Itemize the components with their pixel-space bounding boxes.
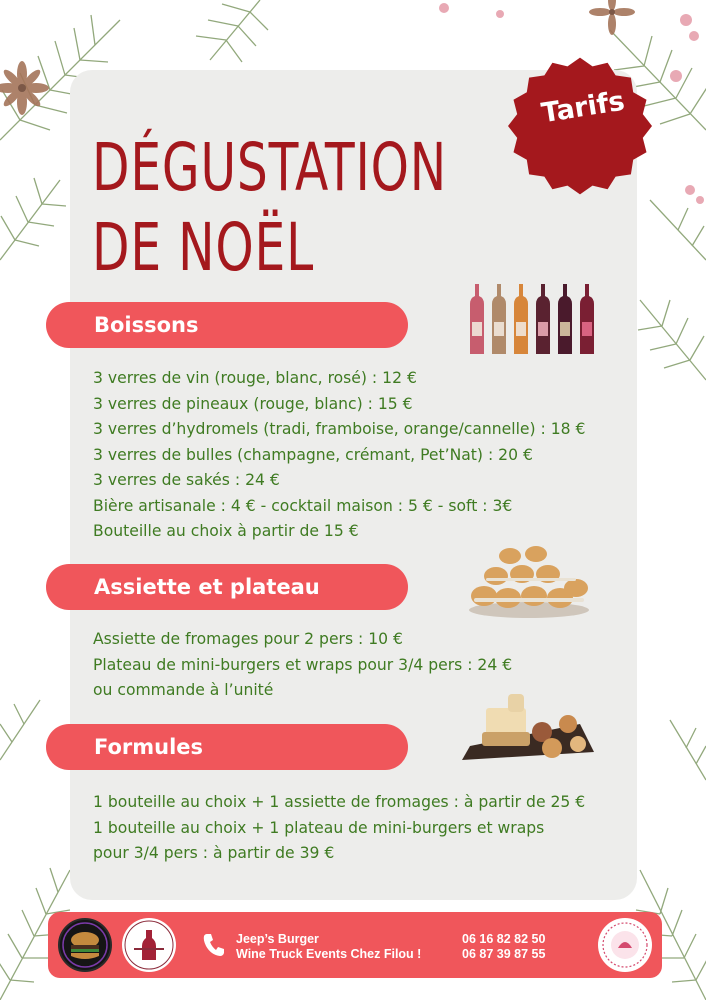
footer-name-2: Wine Truck Events Chez Filou ! [236, 947, 422, 961]
boissons-list [93, 366, 585, 545]
list-item: Assiette de fromages pour 2 pers : 10 € [93, 630, 403, 648]
mini-burgers-platter-image [466, 540, 592, 620]
list-item: 3 verres de bulles (champagne, crémant, Pet’Nat) : 20 € [93, 445, 533, 464]
list-item: ou commande à l’unité [93, 681, 274, 699]
assiette-list [93, 627, 512, 704]
list-item: 3 verres de pineaux (rouge, blanc) : 15 € [93, 394, 413, 413]
list-item: 1 bouteille au choix + 1 assiette de fromages : à partir de 25 € [93, 793, 586, 811]
title-line-2: DE NOËL [92, 209, 315, 286]
formules-list [93, 790, 585, 867]
list-item: pour 3/4 pers : à partir de 39 € [93, 844, 335, 862]
phone-icon [202, 932, 224, 958]
list-item: 3 verres d’hydromels (tradi, framboise, orange/cannelle) : 18 € [93, 420, 586, 438]
cheese-board-image [460, 686, 596, 762]
list-item: Plateau de mini-burgers et wraps pour 3/4 pers : 24 € [93, 655, 513, 674]
section-heading-assiette: Assiette et plateau [46, 564, 408, 610]
list-item: 3 verres de sakés : 24 € [93, 471, 280, 489]
section-heading-boissons: Boissons [46, 302, 408, 348]
footer-phone-1: 06 16 82 82 50 [462, 932, 546, 946]
list-item: 3 verres de vin (rouge, blanc, rosé) : 12 € [93, 369, 417, 387]
burger-logo [58, 918, 112, 972]
tarifs-badge-label: Tarifs [539, 85, 627, 130]
title-line-1: DÉGUSTATION [92, 129, 448, 206]
page-title [92, 128, 447, 288]
partner-logo [598, 918, 652, 972]
footer-phone-2: 06 87 39 87 55 [462, 947, 546, 961]
list-item: Bouteille au choix à partir de 15 € [93, 522, 359, 540]
section-heading-formules: Formules [46, 724, 408, 770]
list-item: Bière artisanale : 4 € - cocktail maison : 5 € - soft : 3€ [93, 496, 513, 515]
wine-bottles-image [462, 282, 600, 356]
list-item: 1 bouteille au choix + 1 plateau de mini-burgers et wraps [93, 818, 545, 837]
wine-truck-logo [122, 918, 176, 972]
contact-footer [48, 912, 662, 978]
footer-name-1: Jeep’s Burger [236, 932, 319, 946]
